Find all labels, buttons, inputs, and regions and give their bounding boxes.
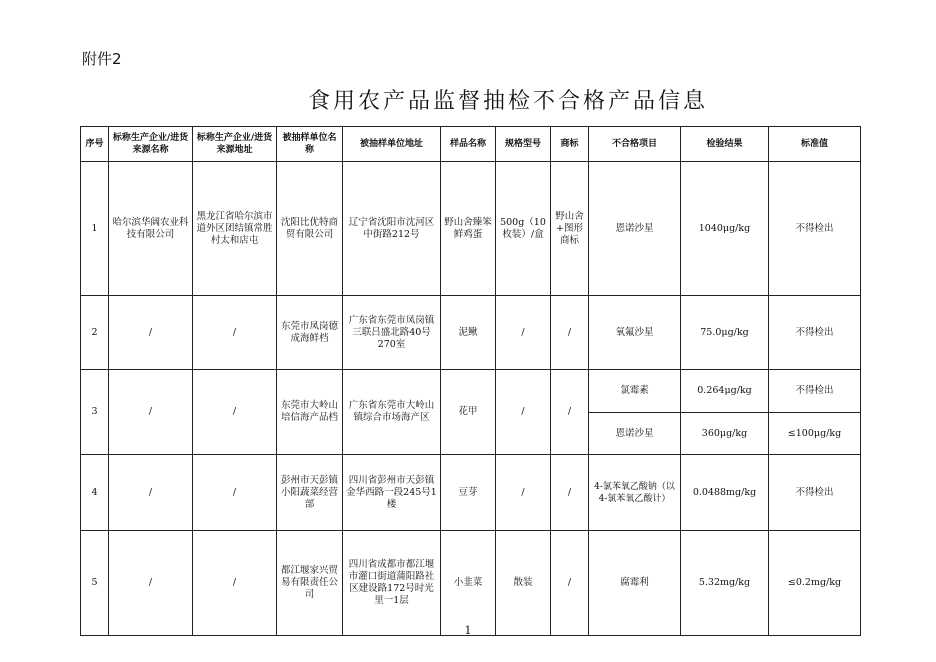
cell-sampled-unit-address: 广东省东莞市凤岗镇三联吕盛北路40号270室 xyxy=(343,296,441,370)
header-sampled-unit-name: 被抽样单位名称 xyxy=(277,127,343,162)
cell-spec: 散装 xyxy=(496,531,551,636)
cell-standard: ≤0.2mg/kg xyxy=(769,531,861,636)
table-row xyxy=(81,162,861,296)
cell-trademark: 野山舍+图形商标 xyxy=(551,162,589,296)
cell-result: 5.32mg/kg xyxy=(681,531,769,636)
table-row xyxy=(81,531,861,636)
cell-seq: 1 xyxy=(81,162,109,296)
header-seq: 序号 xyxy=(81,127,109,162)
cell-sampled-unit-address: 辽宁省沈阳市沈河区中街路212号 xyxy=(343,162,441,296)
cell-standard: 不得检出 xyxy=(769,455,861,531)
cell-producer-address: 黑龙江省哈尔滨市道外区团结镇常胜村太和店屯 xyxy=(193,162,277,296)
cell-result: 75.0μg/kg xyxy=(681,296,769,370)
header-producer-address: 标称生产企业/进货来源地址 xyxy=(193,127,277,162)
header-spec: 规格型号 xyxy=(496,127,551,162)
cell-sampled-unit-name: 东莞市凤岗德成海鲜档 xyxy=(277,296,343,370)
cell-spec: 500g（10枚装）/盒 xyxy=(496,162,551,296)
cell-spec: / xyxy=(496,296,551,370)
cell-seq: 2 xyxy=(81,296,109,370)
cell-standard: 不得检出 xyxy=(769,162,861,296)
cell-sample-name: 小韭菜 xyxy=(441,531,496,636)
cell-trademark: / xyxy=(551,370,589,455)
cell-failed-item: 氧氟沙星 xyxy=(589,296,681,370)
cell-spec: / xyxy=(496,455,551,531)
header-producer-name: 标称生产企业/进货来源名称 xyxy=(109,127,193,162)
cell-standard: ≤100μg/kg xyxy=(769,413,861,455)
table-header-row xyxy=(81,127,861,162)
cell-sample-name: 花甲 xyxy=(441,370,496,455)
attachment-label: 附件2 xyxy=(82,50,122,68)
cell-failed-item: 4-氯苯氧乙酸钠（以4-氯苯氧乙酸计） xyxy=(589,455,681,531)
table-row xyxy=(81,455,861,531)
cell-sampled-unit-address: 广东省东莞市大岭山镇综合市场海产区 xyxy=(343,370,441,455)
cell-sample-name: 泥鳅 xyxy=(441,296,496,370)
unqualified-products-table xyxy=(80,126,861,636)
cell-sampled-unit-address: 四川省成都市都江堰市灌口街道蒲阳路社区建设路172号时光里一1层 xyxy=(343,531,441,636)
header-standard: 标准值 xyxy=(769,127,861,162)
header-failed-item: 不合格项目 xyxy=(589,127,681,162)
cell-result: 360μg/kg xyxy=(681,413,769,455)
cell-failed-item: 氯霉素 xyxy=(589,370,681,413)
cell-producer-address: / xyxy=(193,370,277,455)
cell-trademark: / xyxy=(551,531,589,636)
cell-failed-item: 恩诺沙星 xyxy=(589,413,681,455)
cell-standard: 不得检出 xyxy=(769,296,861,370)
cell-trademark: / xyxy=(551,296,589,370)
cell-seq: 4 xyxy=(81,455,109,531)
header-result: 检验结果 xyxy=(681,127,769,162)
cell-spec: / xyxy=(496,370,551,455)
cell-producer-address: / xyxy=(193,296,277,370)
cell-trademark: / xyxy=(551,455,589,531)
cell-producer-name: / xyxy=(109,296,193,370)
document-title: 食用农产品监督抽检不合格产品信息 xyxy=(307,89,708,114)
header-trademark: 商标 xyxy=(551,127,589,162)
cell-failed-item: 腐霉利 xyxy=(589,531,681,636)
cell-sampled-unit-address: 四川省彭州市天彭镇金华西路一段245号1楼 xyxy=(343,455,441,531)
cell-sampled-unit-name: 彭州市天彭镇小阳蔬菜经营部 xyxy=(277,455,343,531)
cell-seq: 5 xyxy=(81,531,109,636)
cell-producer-address: / xyxy=(193,531,277,636)
cell-sample-name: 野山舍臻笨鲜鸡蛋 xyxy=(441,162,496,296)
cell-seq: 3 xyxy=(81,370,109,455)
cell-sample-name: 豆芽 xyxy=(441,455,496,531)
cell-producer-name: / xyxy=(109,370,193,455)
header-sample-name: 样品名称 xyxy=(441,127,496,162)
cell-producer-name: 哈尔滨华阔农业科技有限公司 xyxy=(109,162,193,296)
cell-result: 1040μg/kg xyxy=(681,162,769,296)
cell-producer-name: / xyxy=(109,455,193,531)
cell-failed-item: 恩诺沙星 xyxy=(589,162,681,296)
table-row xyxy=(81,296,861,370)
cell-sampled-unit-name: 沈阳比优特商贸有限公司 xyxy=(277,162,343,296)
cell-producer-name: / xyxy=(109,531,193,636)
cell-producer-address: / xyxy=(193,455,277,531)
table-row xyxy=(81,370,861,413)
cell-standard: 不得检出 xyxy=(769,370,861,413)
header-sampled-unit-address: 被抽样单位地址 xyxy=(343,127,441,162)
cell-sampled-unit-name: 东莞市大岭山培信海产品档 xyxy=(277,370,343,455)
cell-sampled-unit-name: 都江堰家兴贸易有限责任公司 xyxy=(277,531,343,636)
cell-result: 0.264μg/kg xyxy=(681,370,769,413)
cell-result: 0.0488mg/kg xyxy=(681,455,769,531)
page-number: 1 xyxy=(464,624,472,637)
